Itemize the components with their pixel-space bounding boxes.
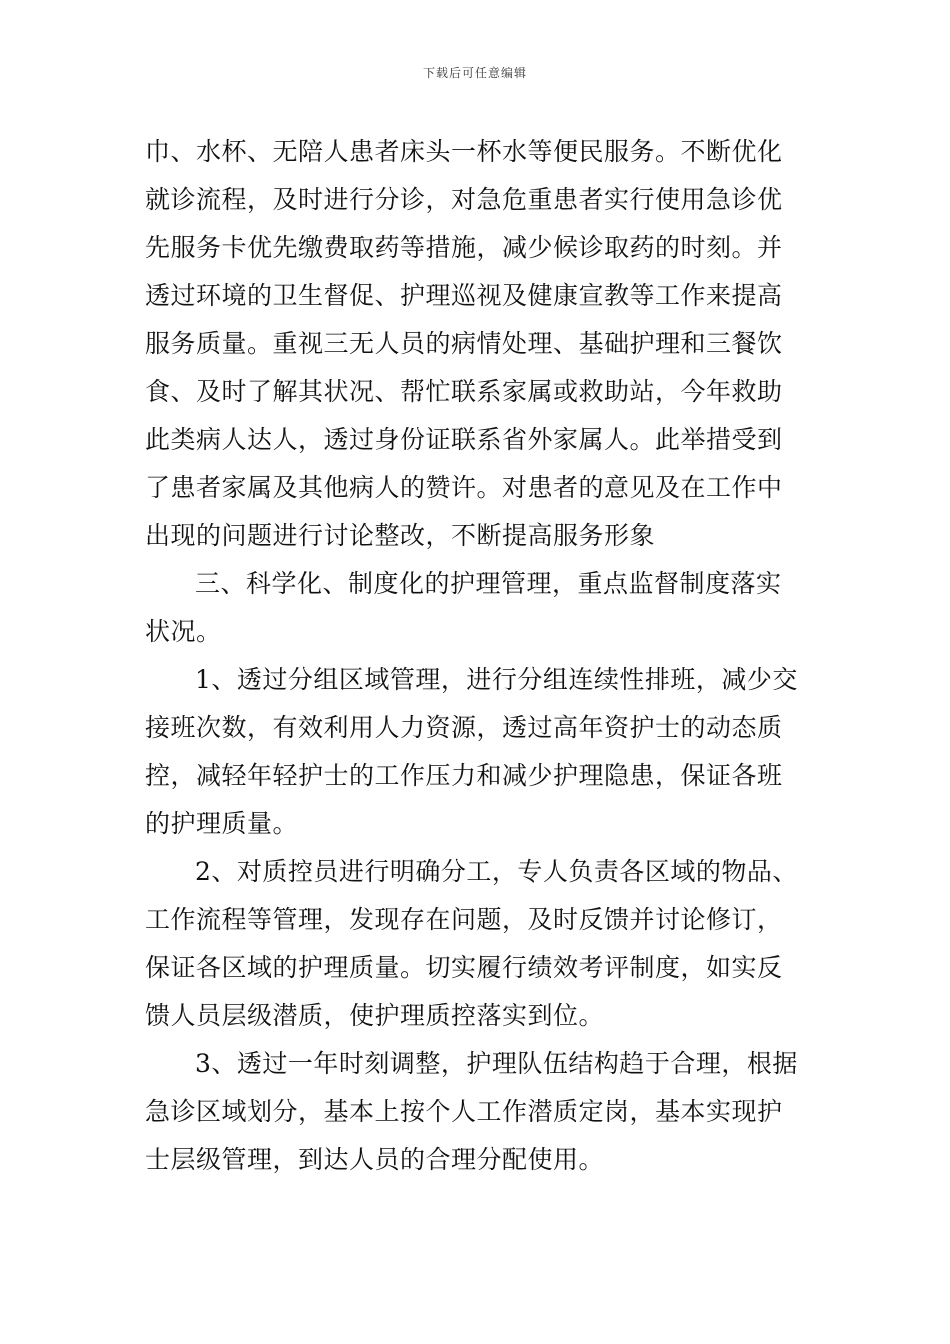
- document-body: [145, 128, 805, 1184]
- text-line: 就诊流程，及时进行分诊，对急危重患者实行使用急诊优: [145, 185, 783, 214]
- text-line: 接班次数，有效利用人力资源，透过高年资护士的动态质: [145, 713, 783, 742]
- text-line: 的护理质量。: [145, 809, 299, 838]
- text-line: 控，减轻年轻护士的工作压力和减少护理隐患，保证各班: [145, 761, 783, 790]
- text-line: 出现的问题进行讨论整改，不断提高服务形象: [145, 521, 656, 550]
- text-line: 士层级管理，到达人员的合理分配使用。: [145, 1145, 605, 1174]
- list-item-start: 1、透过分组区域管理，进行分组连续性排班，减少交: [195, 665, 798, 694]
- text-line: 工作流程等管理，发现存在问题，及时反馈并讨论修订，: [145, 905, 783, 934]
- text-line: 馈人员层级潜质，使护理质控落实到位。: [145, 1001, 605, 1030]
- list-item-start: 2、对质控员进行明确分工，专人负责各区域的物品、: [195, 857, 798, 886]
- text-line: 巾、水杯、无陪人患者床头一杯水等便民服务。不断优化: [145, 137, 783, 166]
- text-line: 服务质量。重视三无人员的病情处理、基础护理和三餐饮: [145, 329, 783, 358]
- text-line: 食、及时了解其状况、帮忙联系家属或救助站，今年救助: [145, 377, 783, 406]
- page-header: 下载后可任意编辑: [422, 66, 527, 80]
- list-item-start: 3、透过一年时刻调整，护理队伍结构趋于合理，根据: [195, 1049, 798, 1078]
- text-line: 此类病人达人，透过身份证联系省外家属人。此举措受到: [145, 425, 783, 454]
- text-line: 透过环境的卫生督促、护理巡视及健康宣教等工作来提高: [145, 281, 783, 310]
- text-line: 先服务卡优先缴费取药等措施，减少候诊取药的时刻。并: [145, 233, 783, 262]
- text-line: 了患者家属及其他病人的赞许。对患者的意见及在工作中: [145, 473, 783, 502]
- text-line: 急诊区域划分，基本上按个人工作潜质定岗，基本实现护: [145, 1097, 783, 1126]
- text-line: 保证各区域的护理质量。切实履行绩效考评制度，如实反: [145, 953, 783, 982]
- section-heading: 三、科学化、制度化的护理管理，重点监督制度落实: [195, 569, 782, 598]
- text-line: 状况。: [145, 617, 222, 646]
